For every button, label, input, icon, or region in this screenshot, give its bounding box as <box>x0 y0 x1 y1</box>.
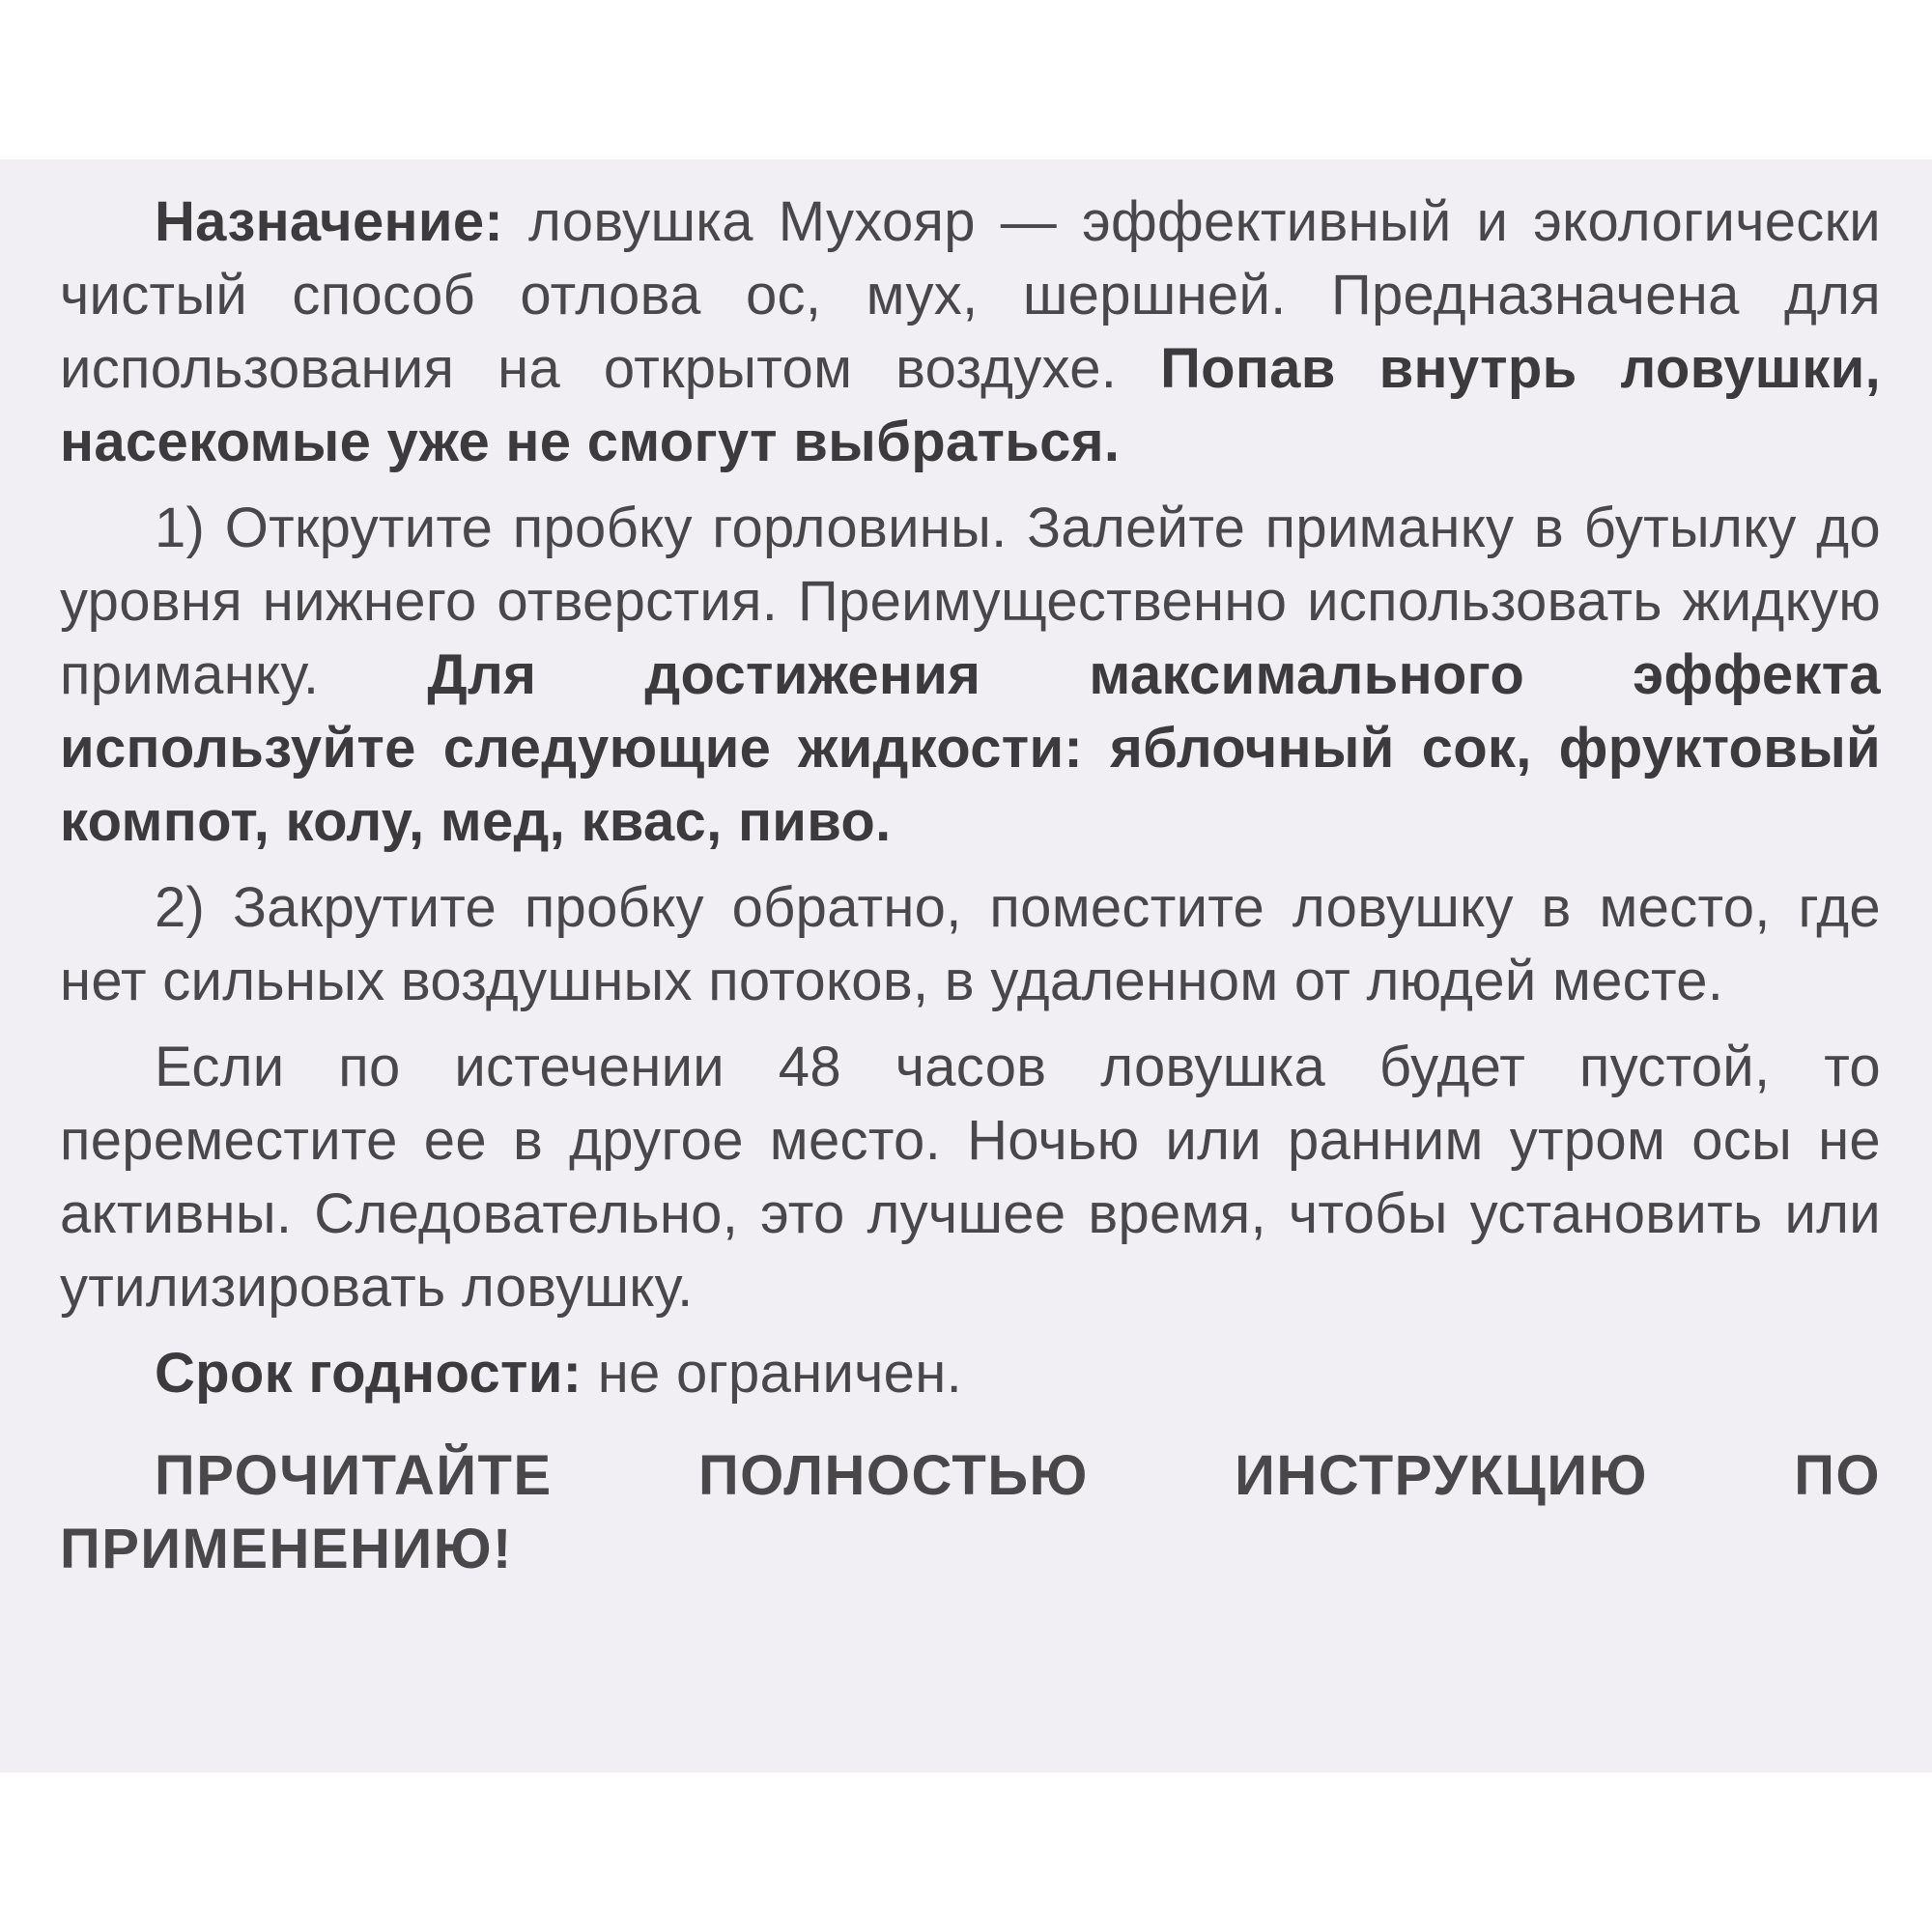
purpose-heading: Назначение: <box>155 190 504 253</box>
purpose-text: ловушка Мухояр — эффективный и экологически чистый способ отлова ос, мух, шершней. Предназначена для использования на открытом воздухе. <box>60 190 1881 400</box>
note-paragraph <box>60 1031 1881 1324</box>
note-text: Если по истечении 48 часов ловушка будет пустой, то переместите ее в другое место. Ночью или ранним утром осы не активны. Следовательно, это лучшее время, чтобы установить или утилизировать ловушку. <box>60 1036 1881 1319</box>
step2-paragraph <box>60 871 1881 1018</box>
warning-paragraph <box>60 1439 1881 1586</box>
shelf-life-heading: Срок годности: <box>155 1342 582 1405</box>
purpose-paragraph <box>60 185 1881 479</box>
step1-bold-text: Для достижения максимального эффекта используйте следующие жидкости: яблочный сок, фруктовый компот, колу, мед, квас, пиво. <box>60 643 1881 853</box>
shelf-life-paragraph <box>60 1337 1881 1410</box>
shelf-life-text: не ограничен. <box>582 1342 962 1405</box>
step1-paragraph <box>60 492 1881 859</box>
step1-text: 1) Открутите пробку горловины. Залейте приманку в бутылку до уровня нижнего отверстия. Преимущественно использовать жидкую приманку. <box>60 497 1881 706</box>
step2-text: 2) Закрутите пробку обратно, поместите ловушку в место, где нет сильных воздушных потоков, в удаленном от людей месте. <box>60 876 1881 1012</box>
warning-text: ПРОЧИТАЙТЕ ПОЛНОСТЬЮ ИНСТРУКЦИЮ ПО ПРИМЕНЕНИЮ! <box>60 1444 1881 1580</box>
purpose-bold-text: Попав внутрь ловушки, насекомые уже не смогут выбраться. <box>60 337 1881 473</box>
instruction-text-block <box>60 185 1881 1599</box>
